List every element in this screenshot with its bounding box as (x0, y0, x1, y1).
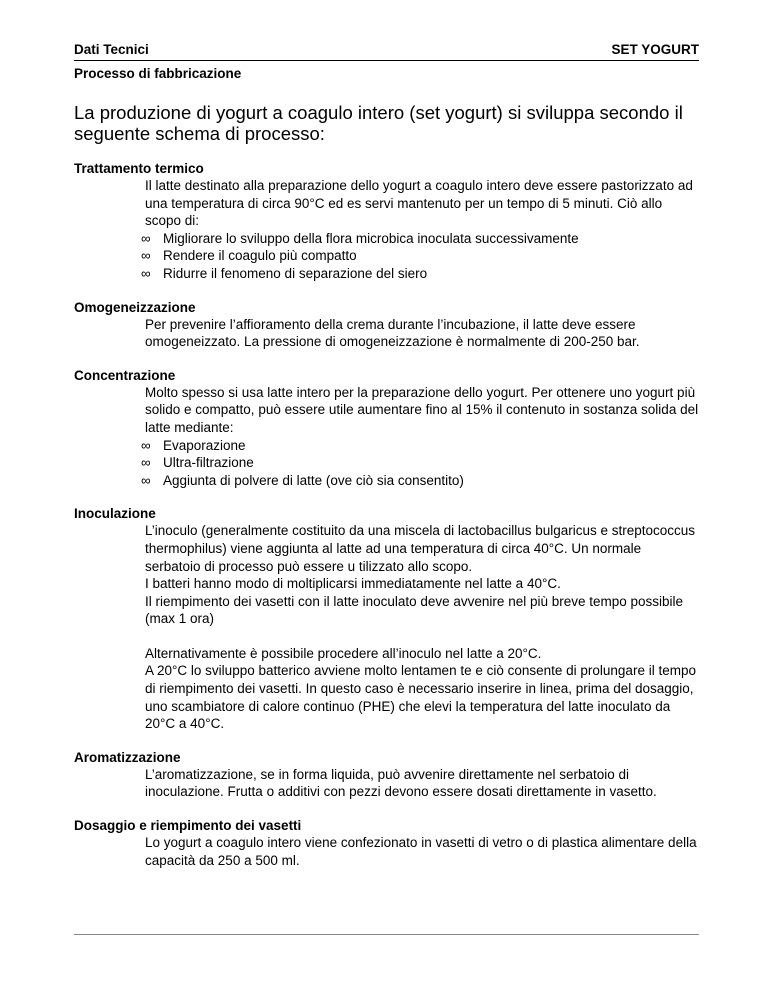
list-item-text: Evaporazione (163, 437, 246, 453)
section-trattamento-termico (74, 160, 699, 283)
section-paragraph: Lo yogurt a coagulo intero viene confezionato in vasetti di vetro o di plastica alimentare della capacità da 250 a 500 ml. (145, 835, 697, 868)
section-dosaggio (74, 817, 699, 869)
section-title: Dosaggio e riempimento dei vasetti (74, 818, 302, 834)
bullet-icon: ∞ (141, 265, 151, 281)
section-paragraph: Il riempimento dei vasetti con il latte inoculato deve avvenire nel più breve tempo possibile (max 1 ora) (145, 593, 684, 627)
section-concentrazione (74, 367, 699, 490)
section-body (145, 834, 699, 869)
section-body (145, 316, 699, 351)
sections-container (74, 160, 699, 885)
list-item (141, 247, 699, 265)
section-title: Omogeneizzazione (74, 299, 196, 315)
list-item-text: Migliorare lo sviluppo della flora microbica inoculata successivamente (163, 230, 579, 246)
section-paragraph: L’aromatizzazione, se in forma liquida, può avvenire direttamente nel serbatoio di inoculazione. Frutta o additivi con pezzi devono essere dosati direttamente in vasetto. (145, 766, 657, 800)
list-item-text: Ridurre il fenomeno di separazione del siero (163, 265, 428, 281)
section-paragraph: Il latte destinato alla preparazione dello yogurt a coagulo intero deve essere pastorizzato ad una temperatura di circa 90°C ed es servi mantenuto per un tempo di 5 minuti. Ciò allo scopo di: (145, 178, 693, 229)
bullet-icon: ∞ (141, 248, 151, 264)
list-item (141, 454, 699, 472)
list-item (141, 437, 699, 455)
header-left-label: Dati Tecnici (74, 42, 149, 57)
section-body (145, 522, 699, 733)
intro-paragraph: La produzione di yogurt a coagulo intero (set yogurt) si sviluppa secondo il seguente schema di processo: (74, 102, 683, 144)
bullet-icon: ∞ (141, 437, 151, 453)
header-right-label: SET YOGURT (611, 42, 699, 57)
section-aromatizzazione (74, 749, 699, 801)
list-item (141, 230, 699, 248)
list-item-text: Ultra-filtrazione (163, 455, 254, 471)
section-body (141, 384, 699, 490)
list-item-text: Rendere il coagulo più compatto (163, 248, 357, 264)
section-body (145, 766, 699, 801)
bullet-icon: ∞ (141, 455, 151, 471)
section-paragraph: I batteri hanno modo di moltiplicarsi immediatamente nel latte a 40°C. (145, 576, 561, 592)
bullet-list (141, 437, 699, 490)
bullet-list (141, 230, 699, 283)
section-paragraph: L’inoculo (generalmente costituito da una miscela di lactobacillus bulgaricus e streptococcus thermophilus) viene aggiunta al latte ad una temperatura di circa 40°C. Un normale serbatoio di processo può essere u tilizzato allo scopo. (145, 523, 696, 574)
bullet-icon: ∞ (141, 230, 151, 246)
footer-divider (74, 934, 699, 935)
section-title: Inoculazione (74, 506, 156, 522)
section-title: Aromatizzazione (74, 749, 181, 765)
list-item-text: Aggiunta di polvere di latte (ove ciò sia consentito) (163, 472, 464, 488)
list-item (141, 265, 699, 283)
section-body (141, 177, 699, 283)
section-inoculazione (74, 505, 699, 733)
section-title: Trattamento termico (74, 161, 204, 176)
page-subheading: Processo di fabbricazione (74, 66, 242, 81)
section-paragraph: Alternativamente è possibile procedere all’inoculo nel latte a 20°C. (145, 645, 542, 661)
section-paragraph: Per prevenire l’affioramento della crema durante l’incubazione, il latte deve essere omogeneizzato. La pressione di omogeneizzazione è normalmente di 200-250 bar. (145, 316, 640, 350)
section-title: Concentrazione (74, 367, 176, 383)
bullet-icon: ∞ (141, 472, 151, 488)
section-paragraph: Molto spesso si usa latte intero per la preparazione dello yogurt. Per ottenere uno yogurt più solido e compatto, può essere utile aumentare fino al 15% il contenuto in sostanza solida del latte mediante: (145, 384, 699, 435)
section-omogeneizzazione (74, 299, 699, 351)
list-item (141, 472, 699, 490)
page-header (74, 40, 699, 61)
section-paragraph: A 20°C lo sviluppo batterico avviene molto lentamen te e ciò consente di prolungare il tempo di riempimento dei vasetti. In questo caso è necessario inserire in linea, prima del dosaggio, uno scambiatore di calore continuo (PHE) che elevi la temperatura del latte inoculato da 20°C a 40°C. (145, 663, 696, 732)
